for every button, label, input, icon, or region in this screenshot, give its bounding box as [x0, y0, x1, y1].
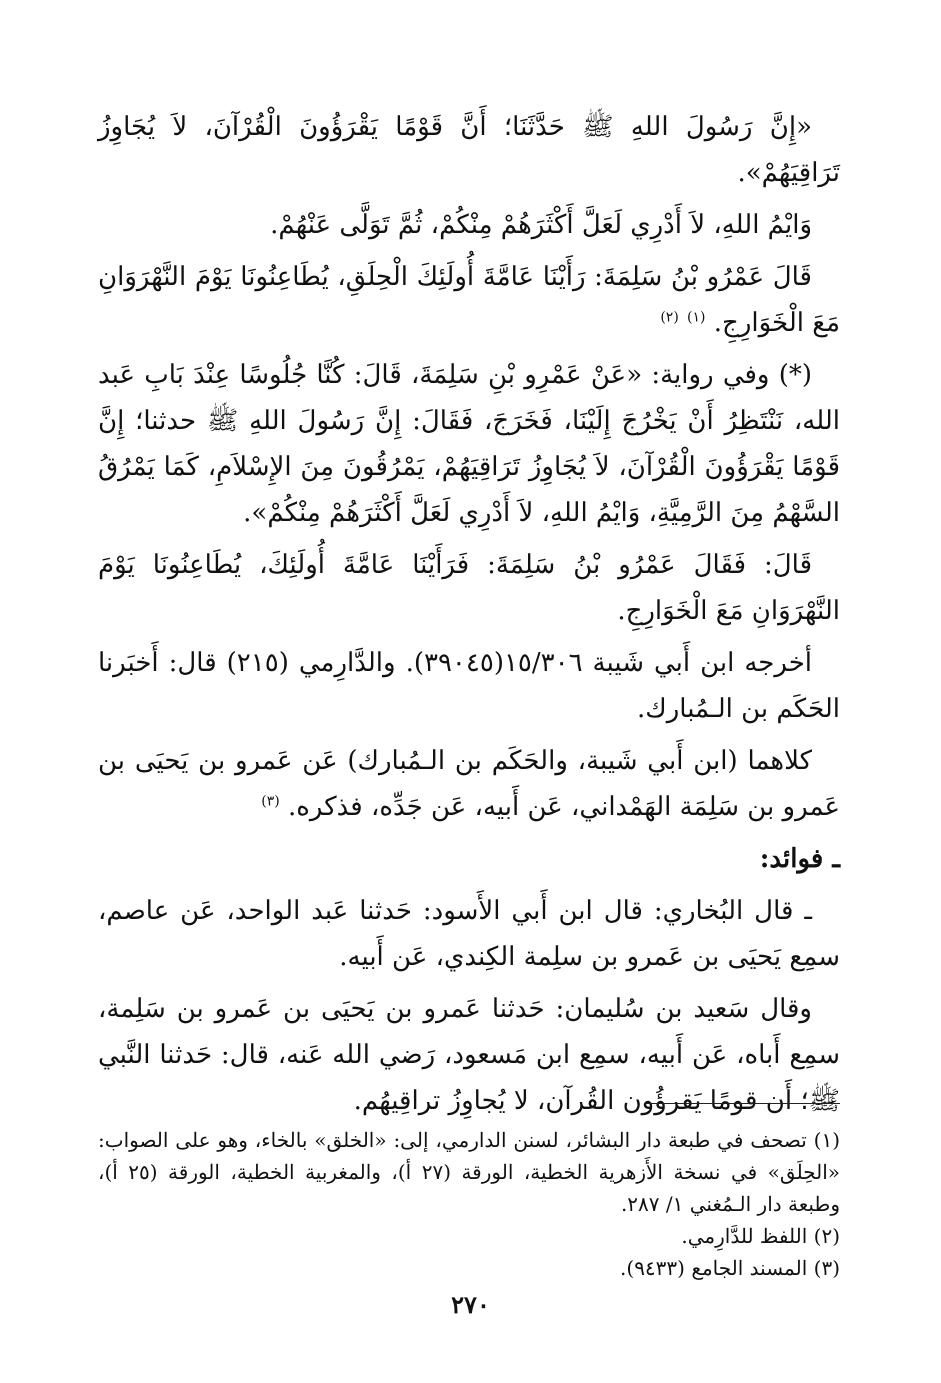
footnote-marker-3: (٣)	[261, 793, 280, 810]
isnad-paragraph	[98, 738, 840, 830]
footnote-1: (١) تصحف في طبعة دار البشائر، لسنن الدارمي، إلى: «الخلق» بالخاء، وهو على الصواب: «الحِلَق» في نسخة الأَزهرية الخطية، الورقة (٢٧ أ)، والمغربية الخطية، الورقة (٢٥ أ)، وطبعة دار الـمُغني ١/ ٢٨٧.	[98, 1128, 840, 1216]
page-number: ٢٧٠	[451, 1290, 490, 1319]
paragraph-text: أخرجه ابن أَبي شَيبة ١٥/٣٠٦(٣٩٠٤٥). والدَّارِمي (٢١٥) قال: أَخبَرنا الحَكَم بن الـمُبارك.	[98, 648, 840, 724]
paragraph-text: (*) وفي رواية: «عَنْ عَمْرِو بْنِ سَلِمَةَ، قَالَ: كُنَّا جُلُوسًا عِنْدَ بَابِ عَبد الله، نَنْتَظِرُ أَنْ يَخْرُجَ إِلَيْنَا، فَخَرَجَ، فَقَالَ: إِنَّ رَسُولَ اللهِ ﷺ حدثنا؛ إِنَّ قَوْمًا يَقْرَؤُونَ الْقُرْآنَ، لاَ يُجَاوِزُ تَرَاقِيَهُمْ، يَمْرُقُونَ مِنَ الإِسْلاَمِ، كَمَا يَمْرُقُ السَّهْمُ مِنَ الرَّمِيَّةِ، وَايْمُ اللهِ، لاَ أَدْرِي لَعَلَّ أَكْثَرَهُمْ مِنْكُمْ».	[98, 360, 840, 528]
paragraph-text: وَايْمُ اللهِ، لاَ أَدْرِي لَعَلَّ أَكْثَرَهُمْ مِنْكُمْ، ثُمَّ تَوَلَّى عَنْهُمْ.	[270, 210, 812, 240]
footnote-2: (٢) اللفظ للدَّارِمي.	[681, 1224, 840, 1248]
paragraph-text: قَالَ عَمْرُو بْنُ سَلِمَةَ: رَأَيْنَا عَامَّةَ أُولَئِكَ الْحِلَقِ، يُطَاعِنُونَا يَوْمَ النَّهْرَوَانِ مَعَ الْخَوَارِجِ.	[98, 262, 840, 338]
footnote-marker-2: (٢)	[660, 309, 679, 326]
hadith-paragraph-1	[98, 104, 840, 196]
main-text	[98, 104, 840, 1130]
paragraph-text: ـ قال البُخاري: قال ابن أَبي الأَسود: حَدثنا عَبد الواحد، عَن عاصم، سمِع يَحيَى بن عَمرو بن سلِمة الكِندي، عَن أَبيه.	[98, 896, 840, 972]
footnote-divider	[646, 1103, 840, 1104]
riwaya-qal-paragraph	[98, 542, 840, 634]
takhrij-paragraph	[98, 640, 840, 732]
hadith-paragraph-2	[98, 202, 840, 248]
footnotes	[98, 1124, 840, 1284]
paragraph-text: «إِنَّ رَسُولَ اللهِ ﷺ حَدَّثَنَا؛ أَنَّ قَوْمًا يَقْرَؤُونَ الْقُرْآنَ، لاَ يُجَاوِزُ تَرَاقِيَهُمْ».	[98, 112, 840, 188]
fawaid-heading: ـ فوائد:	[759, 844, 840, 874]
paragraph-text: كلاهما (ابن أَبي شَيبة، والحَكَم بن الـمُبارك) عَن عَمرو بن يَحيَى بن عَمرو بن سَلِمَة الهَمْداني، عَن أَبيه، عَن جَدِّه، فذكره.	[98, 746, 840, 822]
hadith-paragraph-3	[98, 254, 840, 346]
paragraph-text: وقال سَعيد بن سُليمان: حَدثنا عَمرو بن يَحيَى بن عَمرو بن سَلِمة، سمِع أَباه، عَن أَبيه، سمِع ابن مَسعود، رَضي الله عَنه، قال: حَدثنا النَّبي ﷺ؛ أَن قومًا يَقرؤُون القُرآن، لا يُجاوِزُ تراقِيهُم.	[98, 994, 840, 1116]
paragraph-text: قَالَ: فَقَالَ عَمْرُو بْنُ سَلِمَةَ: فَرَأَيْنَا عَامَّةَ أُولَئِكَ، يُطَاعِنُونَا يَوْمَ النَّهْرَوَانِ مَعَ الْخَوَارِجِ.	[98, 550, 840, 626]
fawaid-paragraph-1	[98, 888, 840, 980]
footnote-marker-1: (١)	[687, 309, 706, 326]
footnote-3: (٣) المسند الجامع (٩٤٣٣).	[620, 1256, 840, 1280]
riwaya-paragraph	[98, 352, 840, 536]
